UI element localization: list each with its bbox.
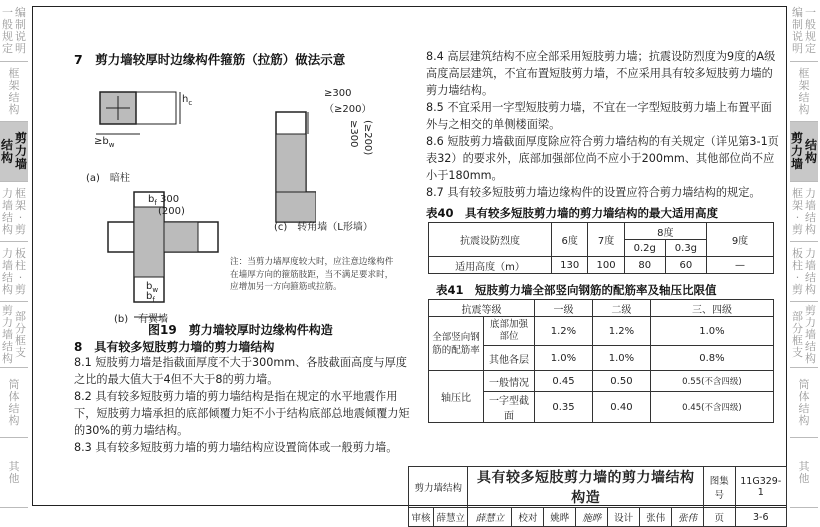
figure-title: 图19 剪力墙较厚时边缘构件构造: [148, 323, 333, 337]
tab-char: ·: [795, 270, 800, 284]
t41-h-3: 三、四级: [650, 300, 773, 317]
right-tab-5[interactable]: [790, 302, 818, 368]
t40-h-02g: 0.2g: [624, 240, 665, 257]
tab-char: 般: [805, 17, 816, 31]
tab-char: 框: [15, 333, 26, 347]
t40-cell: 60: [665, 257, 706, 274]
t41-r4-label: 一字型截面: [484, 392, 535, 423]
tb-page-no: 3-6: [735, 508, 786, 527]
t41-group-axial: 轴压比: [429, 371, 484, 423]
t41-cell: 1.0%: [592, 346, 650, 371]
t40-h-7: 7度: [588, 223, 624, 257]
tab-char: 剪: [792, 282, 803, 296]
t41-cell: 0.45: [535, 371, 593, 392]
tab-char: 柱: [15, 258, 26, 272]
dim-bw2: $b_w$: [146, 281, 159, 294]
right-tab-label: [792, 248, 803, 296]
dim-bf-300: $b_f$ 300: [148, 194, 180, 207]
right-tab-label: [792, 188, 803, 236]
tab-char: 架: [15, 198, 26, 212]
dim-300-v: ≥300: [348, 120, 359, 148]
tab-char: 柱: [792, 258, 803, 272]
tab-char: 剪: [805, 303, 816, 317]
t40-h-9: 9度: [707, 223, 774, 257]
left-tab-1[interactable]: [0, 62, 28, 122]
page-content: [36, 8, 786, 478]
tab-char: 力: [15, 144, 28, 158]
tab-char: 分: [792, 321, 803, 335]
tab-char: 明: [792, 41, 803, 55]
tab-char: 构: [0, 150, 13, 165]
tab-char: 框: [8, 66, 20, 80]
tb-atlas-label: 图集号: [704, 467, 736, 508]
tab-char: 其: [798, 459, 810, 473]
t41-cell: 0.40: [592, 392, 650, 423]
tab-char: 制: [15, 17, 26, 31]
left-tab-5[interactable]: [0, 302, 28, 368]
tab-char: 剪: [15, 222, 26, 236]
dim-300-200: ≥300: [324, 88, 352, 99]
tab-char: 构: [8, 413, 20, 427]
tb-page-label: 页: [703, 508, 735, 527]
tab-char: 定: [805, 41, 816, 55]
t40-h-8: 8度: [624, 223, 706, 240]
paragraph-8-4: 8.4 高层建筑结构不应全部采用短肢剪力墙；抗震设防烈度为9度的A级高度高层建筑，不宜布置短肢剪力墙，不应采用具有较多短肢剪力墙的剪力墙结构。: [426, 50, 776, 97]
t41-cell: 0.55(不含四级): [650, 371, 773, 392]
tab-char: 力: [805, 186, 816, 200]
tab-char: 结: [8, 401, 20, 415]
tb-atlas-no: 11G329-1: [735, 467, 786, 508]
t40-h-6: 6度: [552, 223, 588, 257]
left-tab-label: [15, 7, 26, 55]
tab-char: 结: [798, 401, 810, 415]
tab-char: 结: [805, 270, 816, 284]
tab-char: 一: [2, 5, 13, 19]
tab-char: 构: [798, 413, 810, 427]
tab-char: 构: [805, 150, 818, 165]
left-tab-label: [2, 248, 13, 296]
dim-200-paren: （≥200）: [324, 104, 372, 115]
tab-char: 构: [2, 282, 13, 296]
tab-char: 分: [15, 321, 26, 335]
tab-char: 构: [2, 351, 13, 365]
tab-char: 他: [798, 471, 810, 485]
section7-title: 7 剪力墙较厚时边缘构件箍筋（拉筋）做法示意: [74, 52, 346, 67]
t41-h-1: 一级: [535, 300, 593, 317]
dim-ge-bw: $\ge b_w$: [94, 136, 115, 149]
left-tab-label: [15, 248, 26, 296]
tb-review-sig: 薛慧立: [468, 508, 512, 527]
tb-check-sig: 施晔: [576, 508, 608, 527]
paragraph-8-6: 8.6 短肢剪力墙截面厚度除应符合剪力墙结构的有关规定（详见第3-1页表32）的要求外，底部加强部位尚不应小于200mm、其他部位尚不应小于180mm。: [426, 135, 779, 182]
tab-char: 框: [15, 186, 26, 200]
caption-a: (a) 暗柱: [86, 173, 130, 184]
tb-design-sig: 张伟: [672, 508, 704, 527]
t41-cell: 0.50: [592, 371, 650, 392]
tab-char: 框: [798, 66, 810, 80]
tab-char: 剪: [790, 131, 803, 145]
hidden-column-drawing: [96, 92, 180, 134]
caption-c: (c) 转角墙（L形墙）: [274, 222, 373, 233]
t40-cell: —: [707, 257, 774, 274]
tab-char: 剪: [2, 303, 13, 317]
tb-designer: 张伟: [640, 508, 672, 527]
tb-design-label: 设计: [608, 508, 640, 527]
tab-char: 墙: [15, 157, 28, 171]
t41-h-grade: 抗震等级: [429, 300, 535, 317]
tab-char: 构: [2, 222, 13, 236]
left-tab-label: [15, 188, 26, 236]
right-tab-label: [799, 461, 810, 485]
tab-char: 结: [0, 137, 13, 152]
tab-char: 般: [2, 17, 13, 31]
figure-note: 注：当剪力墙厚度较大时，应注意边缘构件在墙厚方向的箍筋肢距，当不满足要求时，应增加另一方向箍筋或拉筋。: [230, 257, 394, 292]
tab-char: 结: [8, 90, 20, 104]
tb-title: 具有较多短肢剪力墙的剪力墙结构构造: [468, 467, 704, 508]
tab-char: 构: [805, 351, 816, 365]
tab-char: 说: [792, 29, 803, 43]
table40: [428, 222, 774, 274]
tab-char: 板: [792, 246, 803, 260]
tab-char: 墙: [2, 198, 13, 212]
left-tab-label: [9, 379, 20, 427]
t41-cell: 0.8%: [650, 346, 773, 371]
right-tab-label: [792, 311, 803, 359]
right-tab-label: [805, 248, 816, 296]
right-tab-label: [792, 7, 803, 55]
paragraphs-right: [426, 48, 780, 201]
right-tab-strip: [790, 0, 818, 509]
tab-char: 规: [2, 29, 13, 43]
tab-char: 结: [805, 339, 816, 353]
tab-char: 体: [798, 389, 810, 403]
t40-h-label: 抗震设防烈度: [429, 223, 552, 257]
right-tab-label: [805, 188, 816, 236]
tb-check-label: 校对: [512, 508, 544, 527]
left-tab-label: [9, 68, 20, 116]
tab-char: 部: [15, 309, 26, 323]
left-tab-label: [2, 188, 13, 236]
t41-group-rebar: 全部竖向钢筋的配筋率: [429, 317, 484, 371]
tab-char: 构: [805, 222, 816, 236]
paragraph-8-7: 8.7 具有较多短肢剪力墙边缘构件的设置应符合剪力墙结构的规定。: [426, 186, 761, 199]
tab-char: 结: [2, 270, 13, 284]
t41-r1-label: 底部加强部位: [484, 317, 535, 346]
right-tab-4[interactable]: [790, 242, 818, 302]
right-tab-label: [791, 132, 803, 171]
tab-char: 力: [805, 315, 816, 329]
table41-title: 表41 短肢剪力墙全部竖向钢筋的配筋率及轴压比限值: [436, 283, 717, 297]
tab-char: 力: [805, 246, 816, 260]
right-tab-0[interactable]: [790, 0, 818, 62]
tab-char: 结: [2, 210, 13, 224]
tab-char: ·: [795, 210, 800, 224]
right-tab-label: [805, 305, 816, 365]
tb-reviewer: 薛慧立: [434, 508, 468, 527]
right-tab-label: [805, 139, 817, 165]
right-tab-3[interactable]: [790, 182, 818, 242]
dim-200-v: (≥200): [362, 120, 373, 156]
tab-char: 构: [798, 102, 810, 116]
tab-char: 墙: [805, 327, 816, 341]
tab-char: 制: [792, 17, 803, 31]
t41-cell: 1.2%: [535, 317, 593, 346]
dim-200: (200): [158, 206, 185, 217]
right-tab-label: [799, 68, 810, 116]
t41-cell: 1.2%: [592, 317, 650, 346]
tab-char: 说: [15, 29, 26, 43]
right-tab-1[interactable]: [790, 62, 818, 122]
corner-wall-drawing: [276, 112, 316, 222]
tab-char: ·: [18, 270, 23, 284]
title-block-table: [408, 466, 787, 527]
tab-char: 力: [790, 144, 803, 158]
tab-char: 力: [2, 186, 13, 200]
right-tab-2[interactable]: [790, 122, 818, 182]
tab-char: 架: [792, 198, 803, 212]
t41-h-2: 二级: [592, 300, 650, 317]
tab-char: ·: [18, 210, 23, 224]
tab-char: 支: [792, 345, 803, 359]
left-tab-3[interactable]: [0, 182, 28, 242]
tab-char: 墙: [805, 258, 816, 272]
right-tab-7[interactable]: [790, 438, 818, 508]
left-tab-label: [2, 305, 13, 365]
tab-char: 部: [792, 309, 803, 323]
tab-char: 框: [792, 186, 803, 200]
tab-char: 剪: [792, 222, 803, 236]
tab-char: 支: [15, 345, 26, 359]
tab-char: 明: [15, 41, 26, 55]
title-block: [408, 466, 787, 524]
right-tab-label: [799, 379, 810, 427]
left-tab-strip: [0, 0, 28, 509]
t40-cell: 80: [624, 257, 665, 274]
left-tab-6[interactable]: [0, 368, 28, 438]
left-tab-label: [2, 7, 13, 55]
tab-char: 结: [805, 210, 816, 224]
paragraph-8-3: 8.3 具有较多短肢剪力墙的剪力墙结构应设置筒体或一般剪力墙。: [74, 441, 398, 454]
paragraph-8-2: 8.2 具有较多短肢剪力墙的剪力墙结构是指在规定的水平地震作用下，短肢剪力墙承担的底部倾覆力矩不小于结构底部总地震倾覆力矩的30%的剪力墙结构。: [74, 390, 410, 437]
paragraph-8-1: 8.1 短肢剪力墙是指截面厚度不大于300mm、各肢截面高度与厚度之比的最大值大于4但不大于8的剪力墙。: [74, 356, 407, 386]
t41-r3-label: 一般情况: [484, 371, 535, 392]
tb-review-label: 审核: [409, 508, 434, 527]
t41-r2-label: 其他各层: [484, 346, 535, 371]
tab-char: 剪: [15, 282, 26, 296]
left-tab-label: [15, 311, 26, 359]
left-tab-0[interactable]: [0, 0, 28, 62]
tab-char: 板: [15, 246, 26, 260]
t40-cell: 130: [552, 257, 588, 274]
tab-char: 墙: [805, 198, 816, 212]
tb-category: 剪力墙结构: [409, 467, 468, 508]
tab-char: 墙: [2, 327, 13, 341]
left-tab-2[interactable]: [0, 122, 28, 182]
t41-cell: 1.0%: [650, 317, 773, 346]
tab-char: 墙: [790, 157, 803, 171]
tab-char: 规: [805, 29, 816, 43]
tab-char: 其: [8, 459, 20, 473]
right-tab-6[interactable]: [790, 368, 818, 438]
caption-b: (b) 有翼墙: [114, 314, 169, 325]
tab-char: 墙: [2, 258, 13, 272]
t40-cell: 100: [588, 257, 624, 274]
left-tab-label: [15, 132, 27, 171]
right-tab-label: [805, 7, 816, 55]
dim-hc: $h_c$: [182, 94, 193, 107]
tab-char: 力: [2, 246, 13, 260]
t40-r-label: 适用高度（m）: [429, 257, 552, 274]
paragraphs-left: [74, 354, 410, 456]
tab-char: 结: [2, 339, 13, 353]
tab-char: 筒: [798, 377, 810, 391]
tab-char: 一: [805, 5, 816, 19]
tab-char: 他: [8, 471, 20, 485]
table40-title: 表40 具有较多短肢剪力墙的剪力墙结构的最大适用高度: [426, 206, 719, 220]
section8-title: 8 具有较多短肢剪力墙的剪力墙结构: [74, 340, 275, 354]
tab-char: 力: [2, 315, 13, 329]
tab-char: 编: [15, 5, 26, 19]
tab-char: 体: [8, 389, 20, 403]
t41-cell: 1.0%: [535, 346, 593, 371]
dim-bf2: $b_f$: [146, 291, 155, 304]
left-tab-7[interactable]: [0, 438, 28, 508]
t40-h-03g: 0.3g: [665, 240, 706, 257]
tab-char: 构: [8, 102, 20, 116]
tab-char: 架: [798, 78, 810, 92]
tb-checker: 姚晔: [544, 508, 576, 527]
t41-cell: 0.45(不含四级): [650, 392, 773, 423]
tab-char: 结: [798, 90, 810, 104]
tab-char: 筒: [8, 377, 20, 391]
tab-char: 定: [2, 41, 13, 55]
left-tab-4[interactable]: [0, 242, 28, 302]
t41-cell: 0.35: [535, 392, 593, 423]
tab-char: 剪: [15, 131, 28, 145]
tab-char: 结: [805, 137, 818, 152]
tab-char: 构: [805, 282, 816, 296]
tab-char: 架: [8, 78, 20, 92]
table41: [428, 299, 774, 423]
tab-char: 编: [792, 5, 803, 19]
left-tab-label: [1, 139, 13, 165]
left-tab-label: [9, 461, 20, 485]
tab-char: 框: [792, 333, 803, 347]
paragraph-8-5: 8.5 不宜采用一字型短肢剪力墙，不宜在一字型短肢剪力墙上布置平面外与之相交的单侧楼面梁。: [426, 101, 772, 131]
